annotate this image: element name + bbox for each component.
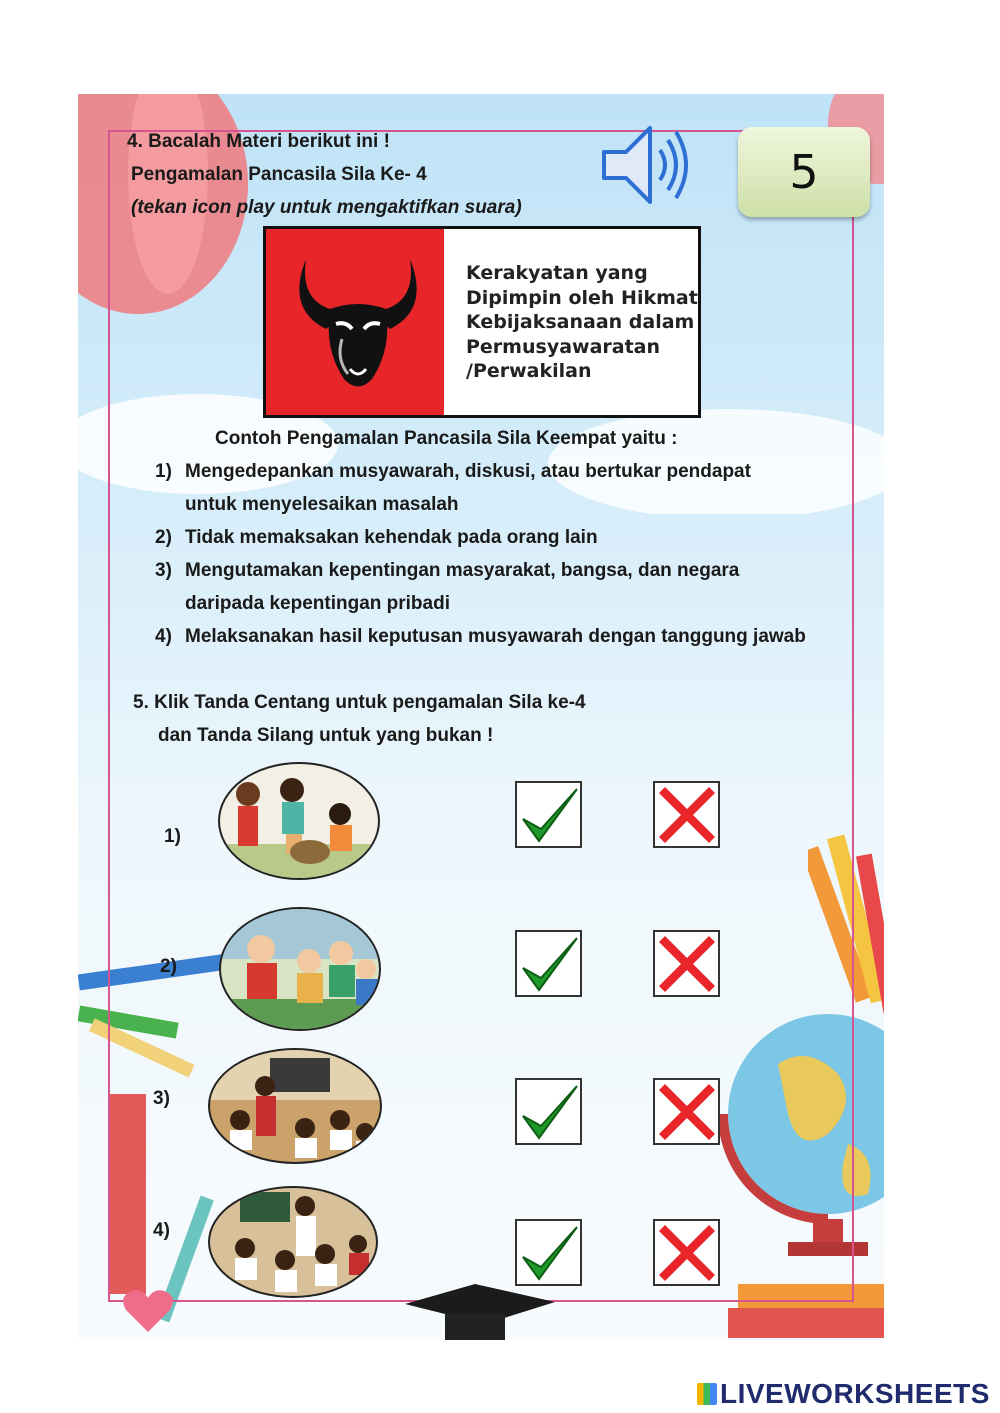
checkmark-icon (517, 1080, 580, 1143)
check-button[interactable] (515, 781, 582, 848)
brand-logo (697, 1378, 990, 1410)
cross-icon (655, 1080, 718, 1143)
section4-instruction: (tekan icon play untuk mengaktifkan suara) (131, 197, 522, 218)
check-button[interactable] (515, 930, 582, 997)
sila-line: Kerakyatan yang (466, 262, 648, 284)
cross-button[interactable] (653, 930, 720, 997)
example-number: 4) (155, 626, 172, 647)
example-text: Mengutamakan kepentingan masyarakat, bangsa, dan negara (185, 560, 740, 581)
question-2-illustration (219, 907, 381, 1031)
brand-icon (697, 1383, 717, 1405)
example-text: daripada kepentingan pribadi (185, 593, 450, 614)
sila-line: Dipimpin oleh Hikmat (466, 286, 698, 309)
question-number: 4) (153, 1220, 170, 1241)
example-number: 3) (155, 560, 172, 581)
cross-button[interactable] (653, 781, 720, 848)
check-button[interactable] (515, 1078, 582, 1145)
children-cleaning-image (220, 764, 380, 880)
graduation-cap-decoration (405, 1284, 555, 1340)
sila-line: Kebijaksanaan dalam (466, 311, 695, 333)
example-text: untuk menyelesaikan masalah (185, 494, 459, 515)
example-number: 2) (155, 527, 172, 548)
cross-icon (655, 1221, 718, 1284)
cross-button[interactable] (653, 1078, 720, 1145)
classroom-meeting-image (210, 1188, 378, 1298)
speaker-icon[interactable] (600, 120, 690, 210)
question-3-illustration (208, 1048, 382, 1164)
checkmark-icon (517, 1221, 580, 1284)
check-button[interactable] (515, 1219, 582, 1286)
children-praying-image (221, 909, 381, 1031)
banteng-head-icon (266, 229, 438, 415)
sila-line: Permusyawaratan (466, 335, 661, 358)
heart-icon[interactable] (122, 1288, 174, 1334)
question-number: 2) (160, 956, 177, 977)
brand-text: LIVEWORKSHEETS (720, 1378, 990, 1409)
example-text: Melaksanakan hasil keputusan musyawarah dengan tanggung jawab (185, 626, 806, 647)
question-1-illustration (218, 762, 380, 880)
cross-button[interactable] (653, 1219, 720, 1286)
checkmark-icon (517, 932, 580, 995)
section5-instruction: dan Tanda Silang untuk yang bukan ! (158, 725, 494, 746)
sila-four-text (466, 261, 698, 384)
classroom-discussion-image (210, 1050, 382, 1164)
example-number: 1) (155, 461, 172, 482)
section5-instruction: 5. Klik Tanda Centang untuk pengamalan Sila ke-4 (133, 692, 586, 713)
checkmark-icon (517, 783, 580, 846)
question-number: 1) (164, 826, 181, 847)
sila-line: /Perwakilan (466, 360, 592, 382)
section4-heading: 4. Bacalah Materi berikut ini ! (127, 131, 390, 152)
examples-title: Contoh Pengamalan Pancasila Sila Keempat yaitu : (215, 428, 678, 449)
cross-icon (655, 783, 718, 846)
question-number: 3) (153, 1088, 170, 1109)
section4-subtitle: Pengamalan Pancasila Sila Ke- 4 (131, 164, 427, 185)
example-text: Tidak memaksakan kehendak pada orang lain (185, 527, 598, 548)
sila-symbol-background (266, 229, 444, 415)
question-4-illustration (208, 1186, 378, 1298)
page-number-badge: 5 (738, 127, 870, 217)
example-text: Mengedepankan musyawarah, diskusi, atau bertukar pendapat (185, 461, 751, 482)
sila-four-card (263, 226, 701, 418)
cross-icon (655, 932, 718, 995)
